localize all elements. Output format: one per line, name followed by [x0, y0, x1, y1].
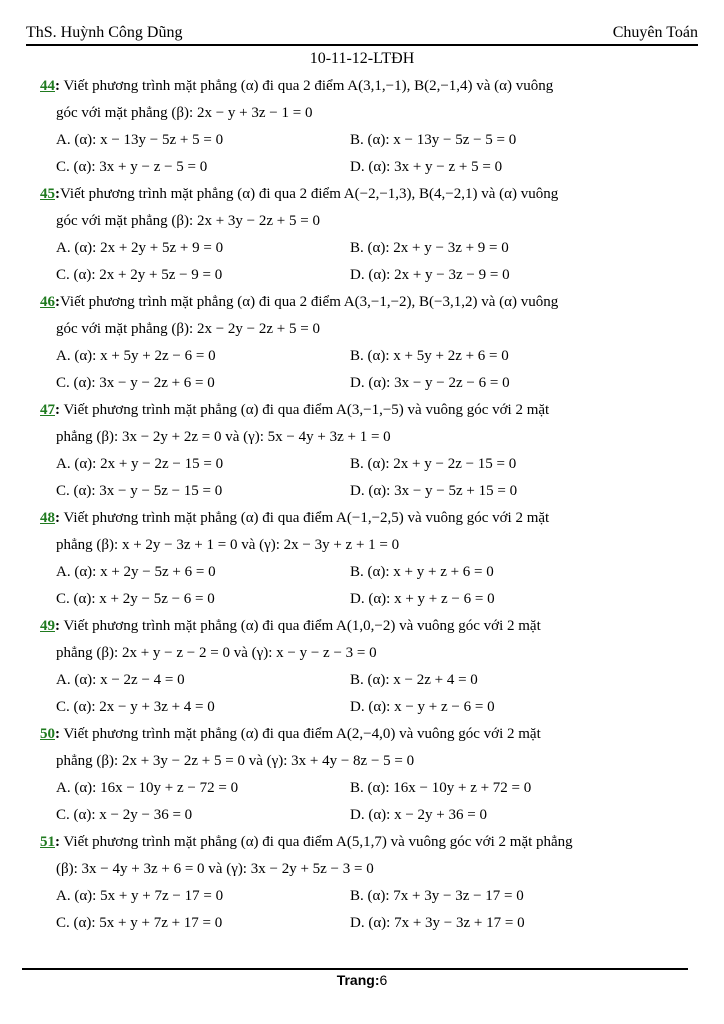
- question-46: 46:Viết phương trình mặt phẳng (α) đi qua 2 điểm A(3,−1,−2), B(−3,1,2) và (α) vuông góc với mặt phẳng (β): 2x − 2y − 2z + 5 = 0 A. (α): x + 5y + 2z − 6 = 0 B. (α): x + 5y + 2z + 6 = 0 C. (α): 3x − y − 2z + 6 = 0 D. (α): 3x − y − 2z − 6 = 0: [40, 289, 700, 397]
- option-a: A. (α): x − 2z − 4 = 0: [56, 672, 185, 688]
- option-d: D. (α): 3x − y − 2z − 6 = 0: [350, 375, 510, 391]
- option-b: B. (α): x + y + z + 6 = 0: [350, 564, 494, 580]
- question-text: Viết phương trình mặt phẳng (α) đi qua 2 điểm A(3,−1,−2), B(−3,1,2) và (α) vuông: [60, 294, 559, 310]
- question-44: 44: Viết phương trình mặt phẳng (α) đi qua 2 điểm A(3,1,−1), B(2,−1,4) và (α) vuông góc với mặt phẳng (β): 2x − y + 3z − 1 = 0 A. (α): x − 13y − 5z + 5 = 0 B. (α): x − 13y − 5z − 5 = 0 C. (α): 3x + y − z − 5 = 0 D. (α): 3x + y − z + 5 = 0: [40, 73, 700, 181]
- question-text: Viết phương trình mặt phẳng (α) đi qua 2 điểm A(−2,−1,3), B(4,−2,1) và (α) vuông: [60, 186, 559, 202]
- question-text-cont: (β): 3x − 4y + 3z + 6 = 0 và (γ): 3x − 2y + 5z − 3 = 0: [56, 861, 374, 877]
- question-text: Viết phương trình mặt phẳng (α) đi qua điểm A(5,1,7) và vuông góc với 2 mặt phẳng: [63, 834, 573, 850]
- question-45: 45:Viết phương trình mặt phẳng (α) đi qua 2 điểm A(−2,−1,3), B(4,−2,1) và (α) vuông góc với mặt phẳng (β): 2x + 3y − 2z + 5 = 0 A. (α): 2x + 2y + 5z + 9 = 0 B. (α): 2x + y − 3z + 9 = 0 C. (α): 2x + 2y + 5z − 9 = 0 D. (α): 2x + y − 3z − 9 = 0: [40, 181, 700, 289]
- option-a: A. (α): 2x + y − 2z − 15 = 0: [56, 456, 224, 472]
- question-text: Viết phương trình mặt phẳng (α) đi qua điểm A(2,−4,0) và vuông góc với 2 mặt: [63, 726, 541, 742]
- option-a: A. (α): 16x − 10y + z − 72 = 0: [56, 780, 239, 796]
- question-text: Viết phương trình mặt phẳng (α) đi qua 2 điểm A(3,1,−1), B(2,−1,4) và (α) vuông: [63, 78, 554, 94]
- option-c: C. (α): 3x − y − 2z + 6 = 0: [56, 375, 215, 391]
- question-number: 49: [40, 618, 55, 634]
- author-name: ThS. Huỳnh Công Dũng: [26, 24, 183, 41]
- option-c: C. (α): 5x + y + 7z + 17 = 0: [56, 915, 223, 931]
- option-b: B. (α): 7x + 3y − 3z − 17 = 0: [350, 888, 524, 904]
- question-number: 51: [40, 834, 55, 850]
- option-c: C. (α): x − 2y − 36 = 0: [56, 807, 193, 823]
- option-a: A. (α): 2x + 2y + 5z + 9 = 0: [56, 240, 224, 256]
- option-a: A. (α): x − 13y − 5z + 5 = 0: [56, 132, 224, 148]
- question-text-cont: góc với mặt phẳng (β): 2x − y + 3z − 1 = 0: [56, 105, 313, 121]
- question-text: Viết phương trình mặt phẳng (α) đi qua điểm A(−1,−2,5) và vuông góc với 2 mặt: [63, 510, 550, 526]
- option-d: D. (α): 7x + 3y − 3z + 17 = 0: [350, 915, 525, 931]
- question-number: 48: [40, 510, 55, 526]
- page-number: 6: [379, 972, 388, 988]
- option-a: A. (α): x + 5y + 2z − 6 = 0: [56, 348, 216, 364]
- page-header: [26, 24, 698, 46]
- option-d: D. (α): 2x + y − 3z − 9 = 0: [350, 267, 510, 283]
- question-text-cont: phẳng (β): 3x − 2y + 2z = 0 và (γ): 5x − 4y + 3z + 1 = 0: [56, 429, 391, 445]
- option-b: B. (α): x − 13y − 5z − 5 = 0: [350, 132, 517, 148]
- page-footer: [0, 972, 724, 988]
- option-b: B. (α): 2x + y − 3z + 9 = 0: [350, 240, 509, 256]
- question-50: 50: Viết phương trình mặt phẳng (α) đi qua điểm A(2,−4,0) và vuông góc với 2 mặt phẳng (β): 2x + 3y − 2z + 5 = 0 và (γ): 3x + 4y − 8z − 5 = 0 A. (α): 16x − 10y + z − 72 = 0 B. (α): 16x − 10y + z + 72 = 0 C. (α): x − 2y − 36 = 0 D. (α): x − 2y + 36 = 0: [40, 721, 700, 829]
- option-c: C. (α): 2x − y + 3z + 4 = 0: [56, 699, 215, 715]
- option-a: A. (α): 5x + y + 7z − 17 = 0: [56, 888, 224, 904]
- footer-divider: [22, 968, 688, 970]
- option-b: B. (α): 2x + y − 2z − 15 = 0: [350, 456, 517, 472]
- question-number: 45: [40, 186, 55, 202]
- question-48: 48: Viết phương trình mặt phẳng (α) đi qua điểm A(−1,−2,5) và vuông góc với 2 mặt phẳng (β): x + 2y − 3z + 1 = 0 và (γ): 2x − 3y + z + 1 = 0 A. (α): x + 2y − 5z + 6 = 0 B. (α): x + y + z + 6 = 0 C. (α): x + 2y − 5z − 6 = 0 D. (α): x + y + z − 6 = 0: [40, 505, 700, 613]
- option-d: D. (α): x + y + z − 6 = 0: [350, 591, 495, 607]
- question-49: 49: Viết phương trình mặt phẳng (α) đi qua điểm A(1,0,−2) và vuông góc với 2 mặt phẳng (β): 2x + y − z − 2 = 0 và (γ): x − y − z − 3 = 0 A. (α): x − 2z − 4 = 0 B. (α): x − 2z + 4 = 0 C. (α): 2x − y + 3z + 4 = 0 D. (α): x − y + z − 6 = 0: [40, 613, 700, 721]
- option-c: C. (α): 3x − y − 5z − 15 = 0: [56, 483, 223, 499]
- option-b: B. (α): x − 2z + 4 = 0: [350, 672, 478, 688]
- question-47: 47: Viết phương trình mặt phẳng (α) đi qua điểm A(3,−1,−5) và vuông góc với 2 mặt phẳng (β): 3x − 2y + 2z = 0 và (γ): 5x − 4y + 3z + 1 = 0 A. (α): 2x + y − 2z − 15 = 0 B. (α): 2x + y − 2z − 15 = 0 C. (α): 3x − y − 5z − 15 = 0 D. (α): 3x − y − 5z + 15 = 0: [40, 397, 700, 505]
- question-51: 51: Viết phương trình mặt phẳng (α) đi qua điểm A(5,1,7) và vuông góc với 2 mặt phẳng (β): 3x − 4y + 3z + 6 = 0 và (γ): 3x − 2y + 5z − 3 = 0 A. (α): 5x + y + 7z − 17 = 0 B. (α): 7x + 3y − 3z − 17 = 0 C. (α): 5x + y + 7z + 17 = 0 D. (α): 7x + 3y − 3z + 17 = 0: [40, 829, 700, 937]
- question-text-cont: phẳng (β): 2x + y − z − 2 = 0 và (γ): x − y − z − 3 = 0: [56, 645, 377, 661]
- question-number: 46: [40, 294, 55, 310]
- question-text-cont: phẳng (β): x + 2y − 3z + 1 = 0 và (γ): 2x − 3y + z + 1 = 0: [56, 537, 400, 553]
- document-title: 10-11-12-LTĐH: [309, 50, 415, 67]
- question-list: [40, 73, 700, 937]
- option-c: C. (α): x + 2y − 5z − 6 = 0: [56, 591, 215, 607]
- option-b: B. (α): x + 5y + 2z + 6 = 0: [350, 348, 509, 364]
- option-d: D. (α): 3x + y − z + 5 = 0: [350, 159, 503, 175]
- question-text-cont: góc với mặt phẳng (β): 2x + 3y − 2z + 5 = 0: [56, 213, 320, 229]
- page-label: Trang:: [336, 972, 380, 988]
- option-d: D. (α): 3x − y − 5z + 15 = 0: [350, 483, 518, 499]
- question-number: 44: [40, 78, 55, 94]
- question-text: Viết phương trình mặt phẳng (α) đi qua điểm A(1,0,−2) và vuông góc với 2 mặt: [63, 618, 541, 634]
- option-d: D. (α): x − 2y + 36 = 0: [350, 807, 487, 823]
- option-c: C. (α): 3x + y − z − 5 = 0: [56, 159, 208, 175]
- option-d: D. (α): x − y + z − 6 = 0: [350, 699, 495, 715]
- option-c: C. (α): 2x + 2y + 5z − 9 = 0: [56, 267, 223, 283]
- question-text: Viết phương trình mặt phẳng (α) đi qua điểm A(3,−1,−5) và vuông góc với 2 mặt: [63, 402, 550, 418]
- question-text-cont: góc với mặt phẳng (β): 2x − 2y − 2z + 5 = 0: [56, 321, 320, 337]
- option-a: A. (α): x + 2y − 5z + 6 = 0: [56, 564, 216, 580]
- question-number: 47: [40, 402, 55, 418]
- question-text-cont: phẳng (β): 2x + 3y − 2z + 5 = 0 và (γ): 3x + 4y − 8z − 5 = 0: [56, 753, 415, 769]
- option-b: B. (α): 16x − 10y + z + 72 = 0: [350, 780, 532, 796]
- question-number: 50: [40, 726, 55, 742]
- subject-name: Chuyên Toán: [612, 24, 698, 41]
